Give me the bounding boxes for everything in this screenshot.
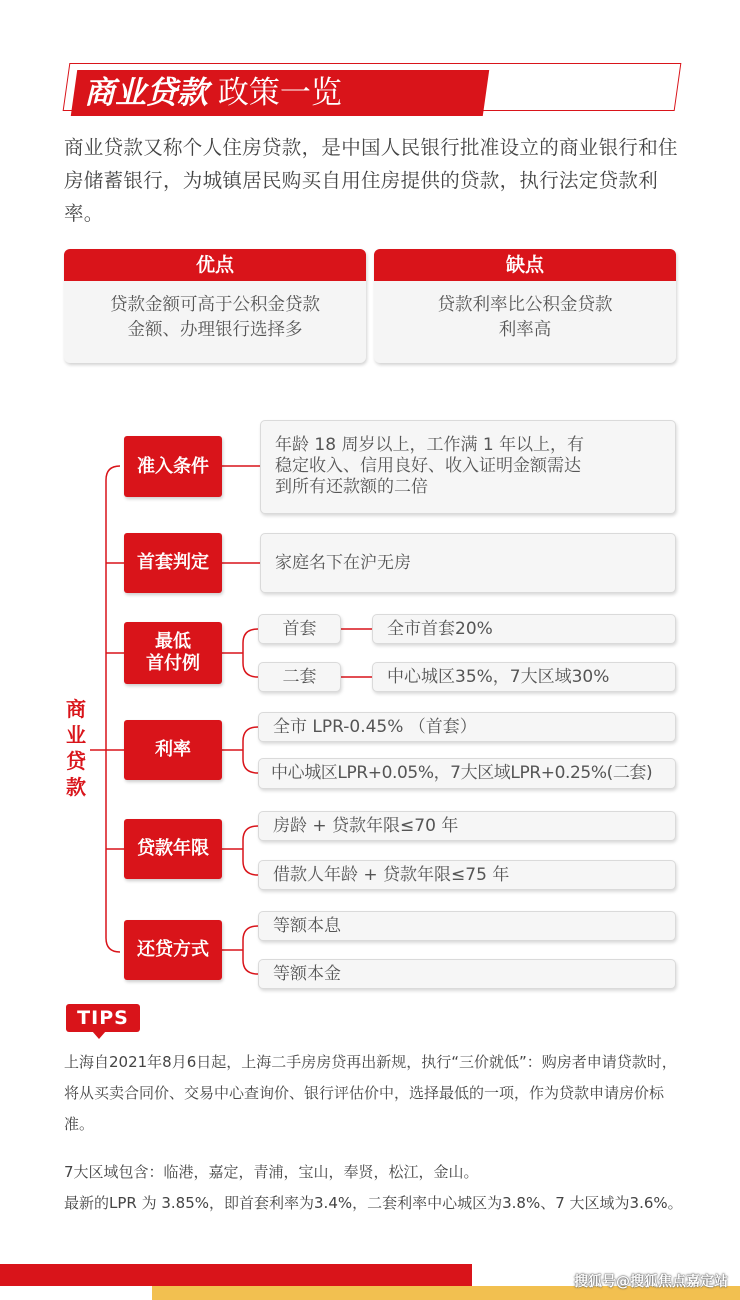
repay-item-2: 等额本金	[258, 959, 676, 989]
cons-line-1: 贷款利率比公积金贷款	[437, 295, 613, 315]
root-trunk-line	[106, 466, 120, 952]
category-repay: 还贷方式	[124, 920, 222, 980]
second-set-value: 中心城区35%，7大区域30%	[372, 662, 676, 692]
intro-paragraph: 商业贷款又称个人住房贷款，是中国人民银行批准设立的商业银行和住房储蓄银行，为城镇居民购买自用住房提供的贷款，执行法定贷款利率。	[64, 136, 678, 225]
pros-line-1: 贷款金额可高于公积金贷款	[110, 295, 320, 315]
access-line-1: 年龄 18 周岁以上，工作满 1 年以上，有	[275, 435, 585, 455]
repay-item-1: 等额本息	[258, 911, 676, 941]
access-line-2: 稳定收入、信用良好、收入证明金额需达	[275, 456, 581, 476]
tips-regions: 7大区域包含：临港，嘉定，青浦，宝山，奉贤，松江，金山。	[64, 1163, 479, 1181]
access-box	[260, 420, 676, 514]
bracket-term	[243, 826, 258, 875]
category-first-home: 首套判定	[124, 533, 222, 593]
tips-badge: TIPS	[66, 1004, 140, 1032]
watermark: 搜狐号@搜狐焦点嘉定站	[574, 1274, 728, 1290]
footer-red-bar	[0, 1264, 472, 1286]
bracket-down-payment	[243, 629, 258, 677]
down-payment-label-2: 首付例	[146, 653, 200, 674]
tips-lpr: 最新的LPR 为 3.85%，即首套利率为3.4%，二套利率中心城区为3.8%、7 大区域为3.6%。	[64, 1194, 683, 1212]
access-line-3: 到所有还款额的二倍	[275, 477, 428, 497]
page-title-bold: 商业贷款	[84, 75, 208, 111]
tips-paragraph-1: 上海自2021年8月6日起，上海二手房房贷再出新规，执行“三价就低”：购房者申请贷款时，将从买卖合同价、交易中心查询价、银行评估价中，选择最低的一项，作为贷款申请房价标准。	[64, 1053, 677, 1133]
first-home-box: 家庭名下在沪无房	[260, 533, 676, 593]
rate-item-2: 中心城区LPR+0.05%，7大区域LPR+0.25%(二套)	[258, 758, 676, 789]
category-down-payment	[124, 622, 222, 684]
cons-title: 缺点	[374, 249, 676, 281]
pros-title: 优点	[64, 249, 366, 281]
category-rate: 利率	[124, 720, 222, 780]
first-set-value: 全市首套20%	[372, 614, 676, 644]
access-text	[275, 435, 584, 498]
category-term: 贷款年限	[124, 819, 222, 879]
mindmap-root: 商业贷款	[66, 697, 86, 799]
tips-paragraph-2	[64, 1157, 686, 1219]
bracket-repay	[243, 926, 258, 974]
first-set-label: 首套	[258, 614, 341, 644]
term-item-1: 房龄 + 贷款年限≤70 年	[258, 811, 676, 841]
page-title-light: 政策一览	[217, 75, 342, 111]
cons-line-2: 利率高	[498, 320, 552, 340]
second-set-label: 二套	[258, 662, 341, 692]
bracket-rate	[243, 727, 258, 773]
category-access: 准入条件	[124, 436, 222, 497]
down-payment-label-1: 最低	[155, 631, 191, 652]
tips-badge-tail	[92, 1031, 106, 1039]
pros-line-2: 金额、办理银行选择多	[127, 320, 303, 340]
term-item-2: 借款人年龄 + 贷款年限≤75 年	[258, 860, 676, 890]
rate-item-1: 全市 LPR-0.45% （首套）	[258, 712, 676, 742]
